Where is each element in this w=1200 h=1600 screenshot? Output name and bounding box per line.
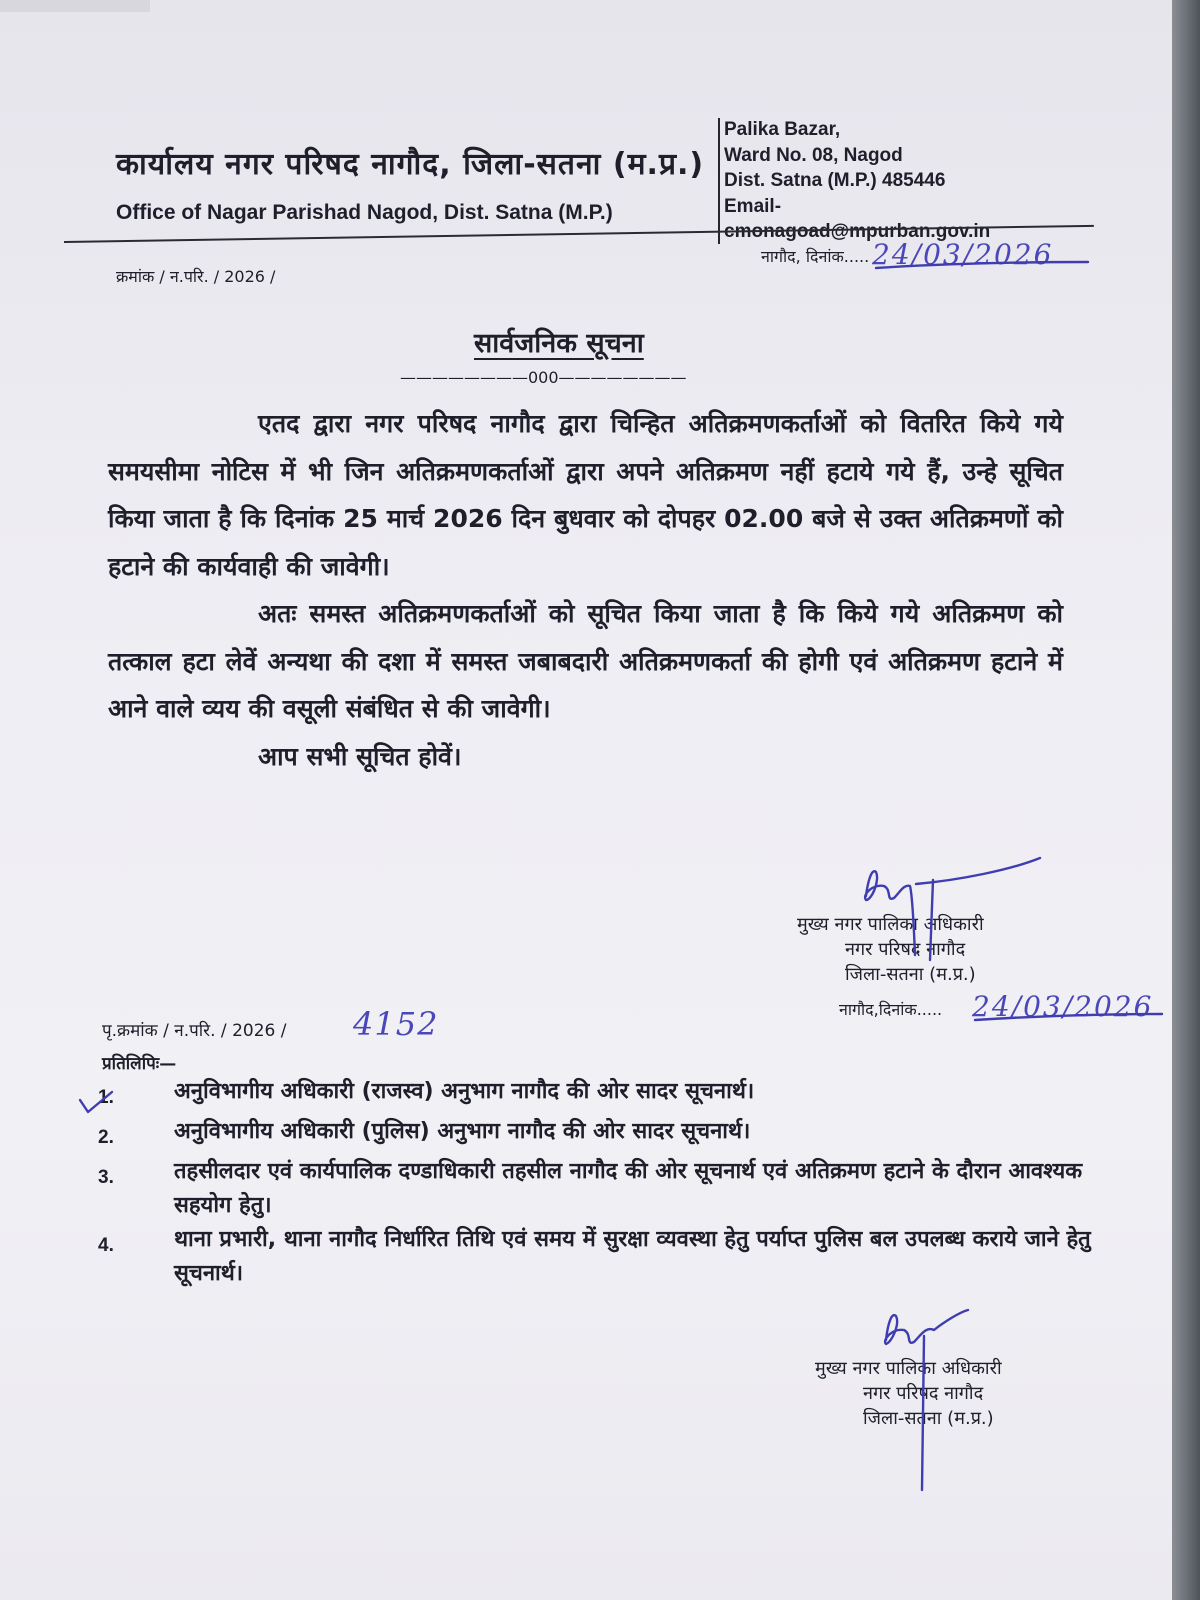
signatory-designation: मुख्य नगर पालिका अधिकारी	[797, 914, 984, 935]
title-separator: ————————000————————	[400, 368, 687, 387]
list-number: 4.	[98, 1235, 114, 1256]
body-paragraph-1: एतद द्वारा नगर परिषद नागौद द्वारा चिन्हित अतिक्रमणकर्ताओं को वितरित किये गये समयसीमा नोटिस में भी जिन अतिक्रमणकर्ताओं द्वारा अपने अतिक्रमण नहीं हटाये गये हैं, उन्हे सूचित किया जाता है कि दिनांक 25 मार्च 2026 दिन बुधवार को दोपहर 02.00 बजे से उक्त अतिक्रमणों को हटाने की कार्यवाही की जावेगी।	[108, 409, 1063, 581]
signatory-designation: मुख्य नगर पालिका अधिकारी	[815, 1358, 1002, 1379]
signature-date-underline	[975, 1014, 1162, 1020]
closing-line: आप सभी सूचित होवें।	[258, 741, 462, 771]
reference-number: क्रमांक / न.परि. / 2026 /	[116, 267, 276, 286]
signature-date-label: नागौद,दिनांक.....	[839, 1000, 943, 1019]
list-number: 3.	[98, 1167, 114, 1188]
date-underline	[876, 262, 1088, 268]
signatory-office: नगर परिषद नागौद	[845, 939, 966, 960]
signatory-district: जिला-सतना (म.प्र.)	[845, 964, 976, 985]
address-line: Palika Bazar,	[724, 119, 841, 140]
list-text: थाना प्रभारी, थाना नागौद निर्धारित तिथि एवं समय में सुरक्षा व्यवस्था हेतु पर्याप्त पुलिस बल उपलब्ध कराये जाने हेतु सूचनार्थ।	[174, 1227, 1091, 1286]
handwritten-date: 24/03/2026	[872, 238, 1054, 271]
signature-2	[885, 1310, 968, 1344]
signature-1-slash	[930, 880, 933, 960]
address-line: Dist. Satna (M.P.) 485446	[724, 170, 946, 191]
list-number: 1.	[98, 1087, 114, 1108]
notice-title: सार्वजनिक सूचना	[474, 328, 644, 359]
office-name-hindi: कार्यालय नगर परिषद नागौद, जिला-सतना (म.प्र.)	[116, 147, 705, 182]
checkmark-icon	[80, 1092, 112, 1112]
copy-to-label: प्रतिलिपिः—	[102, 1054, 177, 1074]
list-text: अनुविभागीय अधिकारी (पुलिस) अनुभाग नागौद की ओर सादर सूचनार्थ।	[174, 1119, 751, 1144]
handwritten-endorsement-number: 4152	[353, 1005, 439, 1043]
list-text: तहसीलदार एवं कार्यपालिक दण्डाधिकारी तहसील नागौद की ओर सूचनार्थ एवं अतिक्रमण हटाने के दौरान आवश्यक सहयोग हेतु।	[174, 1159, 1083, 1218]
office-name-english: Office of Nagar Parishad Nagod, Dist. Satna (M.P.)	[116, 201, 613, 224]
date-label: नागौद, दिनांक.....	[761, 247, 870, 266]
signatory-office: नगर परिषद नागौद	[863, 1383, 984, 1404]
body-paragraph-2: अतः समस्त अतिक्रमणकर्ताओं को सूचित किया जाता है कि किये गये अतिक्रमण को तत्काल हटा लेवें अन्यथा की दशा में समस्त जबाबदारी अतिक्रमणकर्ता की होगी एवं अतिक्रमण हटाने में आने वाले व्यय की वसूली संबंधित से की जावेगी।	[108, 599, 1063, 723]
signature-handwritten-date: 24/03/2026	[972, 990, 1154, 1023]
signatory-district: जिला-सतना (म.प्र.)	[863, 1408, 994, 1429]
address-line: Ward No. 08, Nagod	[724, 144, 903, 166]
signature-1	[865, 858, 1040, 955]
signature-2-slash	[922, 1336, 924, 1490]
list-text: अनुविभागीय अधिकारी (राजस्व) अनुभाग नागौद की ओर सादर सूचनार्थ।	[174, 1079, 755, 1104]
email-address: cmonagoad@mpurban.gov.in	[724, 221, 991, 242]
list-number: 2.	[98, 1127, 114, 1148]
endorsement-number: पृ.क्रमांक / न.परि. / 2026 /	[102, 1021, 287, 1041]
desk-background	[1170, 0, 1200, 1600]
address-line: Email-	[724, 195, 782, 217]
